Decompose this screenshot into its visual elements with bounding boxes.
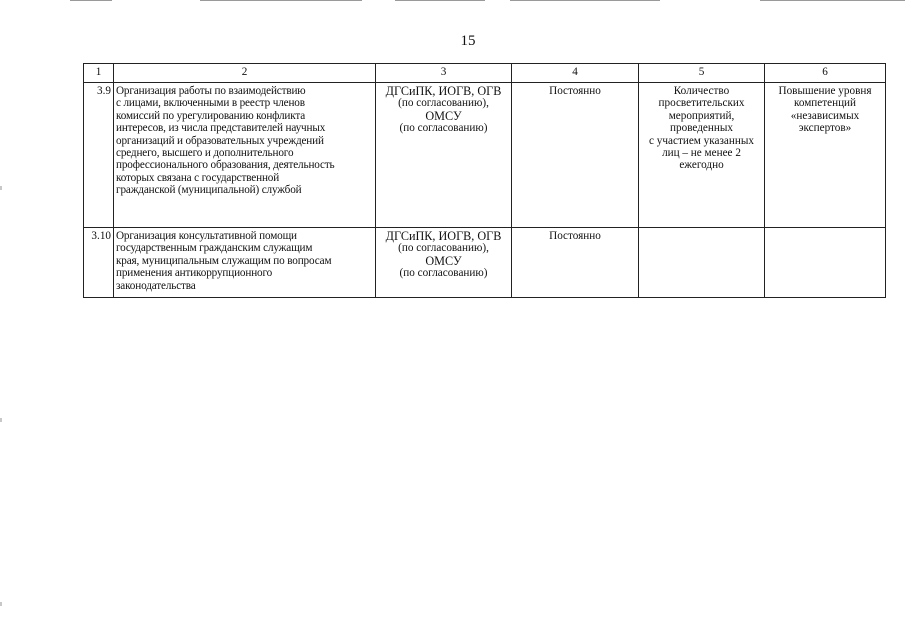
description-line: организаций и образовательных учреждений: [116, 134, 324, 147]
executors-line: ДГСиПК, ИОГВ, ОГВ: [385, 229, 502, 243]
indicator-line: с участием указанных: [649, 134, 754, 147]
column-header: 6: [765, 64, 886, 83]
scan-edge-mark: [0, 418, 2, 422]
executors-line: (по согласованию),: [398, 242, 489, 255]
indicator-line: просветительских: [658, 97, 745, 110]
item-number: 3.9: [84, 83, 114, 228]
indicator-line: мероприятий,: [668, 109, 735, 122]
description-line: интересов, из числа представителей научных: [116, 122, 326, 135]
description-line: государственным гражданским служащим: [116, 242, 313, 255]
executors-cell: [376, 228, 512, 298]
result-line: экспертов»: [798, 122, 852, 135]
description-line: комиссий по урегулированию конфликта: [116, 109, 306, 122]
indicator-cell: [639, 83, 765, 228]
indicator-line: ежегодно: [679, 159, 724, 172]
scan-top-rule: [760, 0, 905, 1]
description-line: применения антикоррупционного: [116, 267, 273, 280]
indicator-line: Количество: [673, 85, 730, 97]
column-header: 1: [84, 64, 114, 83]
indicator-line: проведенных: [670, 122, 733, 135]
measure-description: [114, 83, 376, 228]
scan-edge-mark: [0, 186, 2, 190]
executors-line: (по согласованию),: [398, 97, 489, 110]
table-row: [84, 83, 886, 228]
result-line: компетенций: [793, 97, 857, 110]
description-line: среднего, высшего и дополнительного: [116, 147, 294, 160]
executors-cell: [376, 83, 512, 228]
scan-top-rule: [70, 0, 112, 1]
column-header: 3: [376, 64, 512, 83]
description-line: профессионального образования, деятельность: [116, 159, 335, 172]
description-line: гражданской (муниципальной) службой: [116, 184, 302, 197]
result-line: Повышение уровня: [778, 85, 872, 97]
item-number: 3.10: [84, 228, 114, 298]
column-header: 2: [114, 64, 376, 83]
executors-line: ОМСУ: [425, 108, 462, 123]
executors-line: ОМСУ: [425, 253, 462, 268]
column-header: 5: [639, 64, 765, 83]
term-cell: Постоянно: [512, 228, 639, 298]
description-line: которых связана с государственной: [116, 171, 280, 184]
description-line: Организация консультативной помощи: [116, 230, 297, 242]
page-number: 15: [460, 33, 476, 49]
scan-top-rule: [395, 0, 485, 1]
description-line: законодательства: [116, 279, 196, 292]
measure-description: [114, 228, 376, 298]
indicator-line: лиц – не менее 2: [662, 147, 741, 160]
description-line: Организация работы по взаимодействию: [116, 85, 306, 97]
result-line: «независимых: [790, 109, 860, 122]
table-header-row: [84, 64, 886, 83]
scan-top-rule: [200, 0, 362, 1]
description-line: края, муниципальным служащим по вопросам: [116, 254, 332, 267]
executors-line: (по согласованию): [399, 122, 488, 135]
scan-edge-mark: [0, 602, 2, 606]
result-cell: [765, 83, 886, 228]
column-header: 4: [512, 64, 639, 83]
indicator-cell: [639, 228, 765, 298]
measures-table: [83, 63, 886, 298]
result-cell: [765, 228, 886, 298]
description-line: с лицами, включенными в реестр членов: [116, 97, 305, 110]
executors-line: ДГСиПК, ИОГВ, ОГВ: [385, 84, 502, 98]
table-row: [84, 228, 886, 298]
scan-top-rule: [510, 0, 660, 1]
executors-line: (по согласованию): [399, 267, 488, 280]
term-cell: Постоянно: [512, 83, 639, 228]
